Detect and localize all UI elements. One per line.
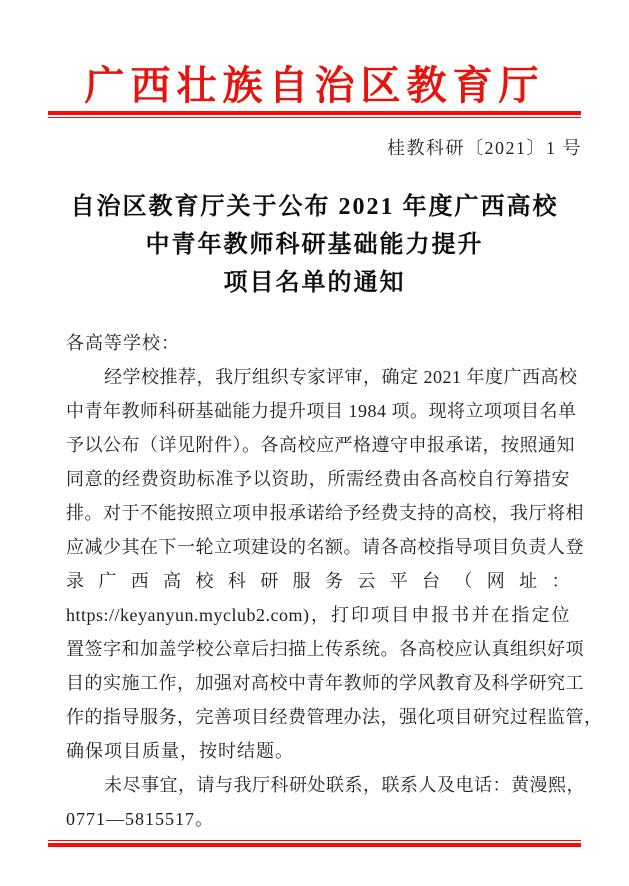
header-rule: [48, 111, 581, 118]
body-line: 同意的经费资助标准予以资助，所需经费由各高校自行筹措安: [66, 469, 570, 489]
body-line: 录广西高校科研服务云平台（网址：: [66, 571, 570, 591]
body-line: 0771—5815517。: [66, 809, 214, 829]
paragraph-1: [66, 360, 603, 768]
body-line: 排。对于不能按照立项申报承诺给予经费支持的高校，我厅将相: [66, 503, 584, 523]
notice-title: [0, 188, 629, 302]
salutation: 各高等学校：: [66, 333, 180, 353]
agency-name: 广西壮族自治区教育厅: [84, 63, 545, 108]
paragraph-2: [66, 768, 585, 836]
body-line: 作的指导服务，完善项目经费管理办法，强化项目研究过程监管，: [66, 707, 603, 727]
body-line: 中青年教师科研基础能力提升项目 1984 项。现将立项项目名单: [66, 401, 577, 421]
body-line: 置签字和加盖学校公章后扫描上传系统。各高校应认真组织好项: [66, 639, 584, 659]
notice-title-line-2: 中青年教师科研基础能力提升: [145, 232, 484, 258]
header-rule-thin: [48, 117, 581, 118]
doc-number: 桂教科研〔2021〕1 号: [387, 138, 582, 158]
body-line: 应减少其在下一轮立项建设的名额。请各高校指导项目负责人登: [66, 537, 584, 557]
body-line: 确保项目质量，按时结题。: [66, 741, 294, 761]
notice-title-line-1: 自治区教育厅关于公布 2021 年度广西高校: [70, 194, 559, 220]
body-line: 目的实施工作，加强对高校中青年教师的学风教育及科学研究工: [66, 673, 584, 693]
body-line: 予以公布（详见附件）。各高校应严格遵守申报承诺，按照通知: [66, 435, 575, 455]
notice-title-line-3: 项目名单的通知: [223, 270, 406, 296]
footer-rule-thick: [48, 843, 581, 847]
footer-rule: [48, 840, 581, 847]
body-line: 未尽事宜，请与我厅科研处联系，联系人及电话：黄漫熙，: [104, 775, 585, 795]
body-line: 经学校推荐，我厅组织专家评审，确定 2021 年度广西高校: [104, 367, 578, 387]
notice-body: [66, 326, 603, 836]
body-line: https://keyanyun.myclub2.com)，打印项目申报书并在指定位: [66, 605, 570, 625]
